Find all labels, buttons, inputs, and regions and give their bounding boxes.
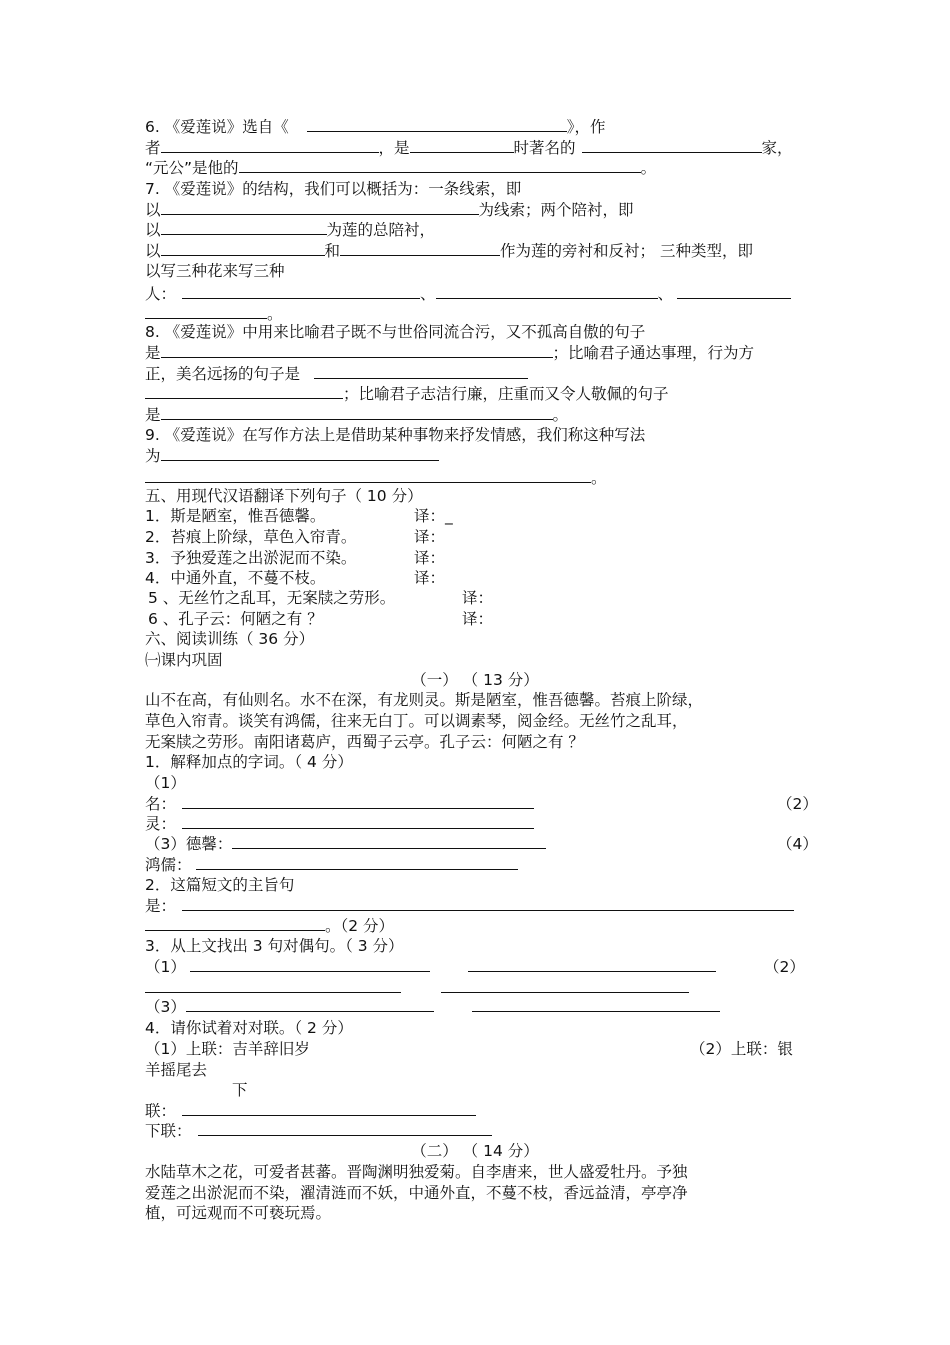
s6-q4-a3-text: 羊摇尾去 — [145, 1061, 208, 1079]
q6-line-1 — [145, 117, 605, 137]
q7-text-yi2: 以 — [145, 221, 161, 239]
s5-item-1 — [145, 506, 325, 526]
s5-item-3 — [145, 548, 356, 568]
q7-blank-side-2[interactable] — [340, 241, 500, 256]
q7-text-foil: 为莲的总陪衬， — [326, 221, 436, 239]
passage-2-line-3 — [145, 1203, 331, 1223]
q7-blank-person-1[interactable] — [182, 284, 420, 299]
q8-blank-2b[interactable] — [145, 384, 343, 399]
section-6-sub — [145, 650, 223, 670]
s6-q3-title-text: 3．从上文找出 3 句对偶句。（ 3 分） — [145, 937, 404, 955]
q9-text-end: 。 — [591, 469, 607, 487]
q8-line-4 — [145, 384, 669, 404]
q7-text-three: 以写三种花来写三种 — [145, 262, 285, 280]
s6-q4-title — [145, 1018, 353, 1038]
s6-q2-blank-1[interactable] — [182, 896, 794, 911]
s6-q3-blank-1a[interactable] — [190, 957, 430, 972]
s5-item-1-translate[interactable] — [414, 506, 453, 526]
passage-2-line-2 — [145, 1183, 688, 1203]
s5-item-4-text: 4．中通外直，不蔓不枝。 — [145, 569, 326, 587]
passage-1-head-text: （一） （ 13 分） — [411, 671, 539, 689]
q6-blank-yuangong[interactable] — [239, 158, 641, 173]
s6-q4-blank-2[interactable] — [198, 1121, 492, 1136]
s6-q3-blank-2a[interactable] — [145, 978, 401, 993]
q9-line-3 — [145, 468, 607, 488]
q8-line-2 — [145, 343, 754, 363]
q8-blank-3[interactable] — [161, 405, 553, 420]
passage-1-text-2: 草色入帘青。谈笑有鸿儒，往来无白丁。可以调素琴，阅金经。无丝竹之乱耳， — [145, 712, 688, 730]
s6-q4-xia — [232, 1080, 248, 1100]
s6-q1-n4 — [777, 834, 818, 854]
s6-q3-blank-1b[interactable] — [468, 957, 716, 972]
section-6-title — [145, 629, 314, 649]
s6-q2-title-text: 2．这篇短文的主旨句 — [145, 876, 295, 894]
s6-q1-b-label: 灵： — [145, 815, 177, 833]
passage-2-text-3: 植，可远观而不可亵玩焉。 — [145, 1204, 332, 1222]
s5-item-6 — [148, 609, 323, 629]
s5-item-1-text: 1．斯是陋室，惟吾德馨。 — [145, 507, 326, 525]
s6-q3-n2 — [764, 957, 805, 977]
q6-text-famous: 时著名的 — [513, 139, 576, 157]
s5-item-1-label: 译：_ — [414, 507, 453, 525]
s5-item-2-translate[interactable] — [414, 527, 445, 547]
q6-text-yuangong: “元公”是他的 — [145, 159, 239, 177]
q9-text-wei: 为 — [145, 447, 161, 465]
s6-q1-d-label: 鸿儒： — [145, 856, 192, 874]
q9-blank-2[interactable] — [145, 468, 591, 483]
q7-text-end: 。 — [267, 305, 283, 323]
s6-q3-blank-3b[interactable] — [472, 997, 720, 1012]
s6-q2-title — [145, 875, 294, 895]
q8-text-2: ；比喻君子通达事理，行为方 — [552, 344, 755, 362]
s6-q4-title-text: 4．请你试着对对联。（ 2 分） — [145, 1019, 353, 1037]
passage-1-text-1: 山不在高，有仙则名。水不在深，有龙则灵。斯是陋室，惟吾德馨。苔痕上阶绿， — [145, 691, 704, 709]
s6-q4-a2-text: （2）上联：银 — [690, 1040, 793, 1058]
q7-line-6 — [145, 284, 791, 304]
s6-q1-blank-dexin[interactable] — [232, 834, 546, 849]
s6-q4-lian — [145, 1101, 476, 1121]
q8-blank-1[interactable] — [161, 343, 553, 358]
q8-text-3: 正，美名远扬的句子是 — [145, 365, 301, 383]
s6-q4-lian-label: 联： — [145, 1102, 177, 1120]
s5-item-2 — [145, 527, 356, 547]
q7-text-clue: 为线索；两个陪衬，即 — [478, 201, 634, 219]
passage-1-line-3 — [145, 732, 584, 752]
passage-1-line-2 — [145, 711, 688, 731]
s6-q4-xia-text: 下 — [232, 1081, 248, 1099]
q7-blank-clue[interactable] — [161, 200, 479, 215]
q6-text: 6. 《爱莲说》选自《 — [145, 118, 289, 136]
q7-text-he: 和 — [324, 242, 341, 260]
passage-2-text-1: 水陆草木之花，可爱者甚蕃。晋陶渊明独爱菊。自李唐来，世人盛爱牡丹。予独 — [145, 1163, 688, 1181]
s6-q4-a3 — [145, 1060, 207, 1080]
s6-q4-b — [145, 1121, 492, 1141]
s6-q3-blank-3a[interactable] — [186, 997, 434, 1012]
passage-1-line-1 — [145, 690, 703, 710]
q7-blank-side-1[interactable] — [161, 241, 325, 256]
q8-text: 8. 《爱莲说》中用来比喻君子既不与世俗同流合污，又不孤高自傲的句子 — [145, 323, 646, 341]
q6-blank-source[interactable] — [307, 117, 567, 132]
q6-blank-author[interactable] — [161, 138, 379, 153]
q8-text-4: ；比喻君子志洁行廉，庄重而又令人敬佩的句子 — [343, 385, 669, 403]
s6-q4-a2 — [690, 1039, 793, 1059]
s6-q3-row-3 — [145, 997, 720, 1017]
s6-q3-blank-2b[interactable] — [441, 978, 689, 993]
passage-2-head-text: （二） （ 14 分） — [411, 1142, 539, 1160]
q7-blank-foil[interactable] — [161, 220, 327, 235]
q7-line-4 — [145, 241, 753, 261]
q8-text-shi: 是 — [145, 344, 161, 362]
s6-q4-a1-text: （1）上联：吉羊辞旧岁 — [145, 1040, 310, 1058]
s6-q4-a1 — [145, 1039, 310, 1059]
s5-item-3-label: 译： — [414, 549, 446, 567]
q8-line-1 — [145, 322, 645, 342]
s6-q1-n1 — [145, 773, 186, 793]
section-6-sub-text: ㈠课内巩固 — [145, 651, 223, 669]
q9-blank-1[interactable] — [161, 446, 439, 461]
q7-blank-person-3b[interactable] — [145, 304, 267, 319]
s5-item-6-text: 6 、孔子云：何陋之有 ？ — [148, 610, 323, 628]
q8-line-3 — [145, 364, 528, 384]
s6-q1-c-label: （3）德馨： — [145, 835, 233, 853]
q7-blank-person-2[interactable] — [436, 284, 658, 299]
q6-text-shi: ，是 — [378, 139, 410, 157]
s6-q2-b — [145, 916, 394, 936]
s6-q1-n1-text: （1） — [145, 774, 186, 792]
section-5-title-text: 五、用现代汉语翻译下列句子（ 10 分） — [145, 487, 423, 505]
q9-line-2 — [145, 446, 439, 466]
s6-q1-a — [145, 794, 534, 814]
s6-q3-n2-text: （2） — [764, 958, 805, 976]
passage-2-head — [0, 1141, 950, 1161]
q7-text-ren: 人： — [145, 285, 177, 303]
q7-line-3 — [145, 220, 435, 240]
q6-text-zhe: 者 — [145, 139, 161, 157]
s5-item-6-translate[interactable] — [462, 609, 493, 629]
s6-q1-b — [145, 814, 534, 834]
s5-item-5-label: 译： — [462, 589, 494, 607]
s6-q2-a — [145, 896, 794, 916]
q8-text-end: 。 — [552, 406, 569, 424]
s6-q2-score: 。（2 分） — [325, 917, 395, 935]
s6-q4-b-label: 下联： — [145, 1122, 192, 1140]
q7-text-yi: 以 — [145, 201, 161, 219]
s6-q3-n3-text: （3） — [145, 998, 186, 1016]
s6-q1-title — [145, 752, 353, 772]
s6-q1-blank-ming[interactable] — [182, 794, 534, 809]
passage-1-head — [0, 670, 950, 690]
q6-blank-role[interactable] — [582, 138, 762, 153]
s5-item-3-translate[interactable] — [414, 548, 445, 568]
q7-text: 7. 《爱莲说》的结构，我们可以概括为：一条线索，即 — [145, 180, 522, 198]
section-6-title-text: 六、阅读训练（ 36 分） — [145, 630, 315, 648]
q7-text-yi3: 以 — [145, 242, 161, 260]
s5-item-5 — [148, 588, 395, 608]
q6-line-2 — [145, 138, 793, 158]
q8-text-shi2: 是 — [145, 406, 161, 424]
q7-text-sep2: 、 — [657, 285, 674, 303]
passage-2-text-2: 爱莲之出淤泥而不染，濯清涟而不妖，中通外直，不蔓不枝，香远益清，亭亭净 — [145, 1184, 688, 1202]
s5-item-5-text: 5 、无丝竹之乱耳，无案牍之劳形。 — [148, 589, 396, 607]
s6-q3-row-2 — [145, 978, 689, 998]
s6-q4-blank-1[interactable] — [182, 1101, 476, 1116]
q9-text: 9. 《爱莲说》在写作方法上是借助某种事物来抒发情感，我们称这种写法 — [145, 426, 646, 444]
q7-blank-person-3a[interactable] — [677, 284, 791, 299]
q8-line-5 — [145, 405, 568, 425]
s5-item-4 — [145, 568, 325, 588]
passage-1-text-3: 无案牍之劳形。南阳诸葛庐，西蜀子云亭。孔子云：何陋之有 ？ — [145, 733, 584, 751]
s6-q1-title-text: 1．解释加点的字词。（ 4 分） — [145, 753, 353, 771]
s6-q1-blank-ling[interactable] — [182, 814, 534, 829]
s6-q2-blank-2[interactable] — [145, 916, 325, 931]
q6-line-3 — [145, 158, 656, 178]
q7-text-sep1: 、 — [420, 285, 436, 303]
q9-line-1 — [145, 425, 645, 445]
passage-2-line-1 — [145, 1162, 688, 1182]
s6-q1-a-label: 名： — [145, 795, 177, 813]
s5-item-2-label: 译： — [414, 528, 446, 546]
s5-item-4-label: 译： — [414, 569, 446, 587]
s6-q2-a-label: 是： — [145, 897, 177, 915]
s6-q1-n4-text: （4） — [777, 835, 818, 853]
s6-q1-n2-text: （2） — [777, 795, 818, 813]
q6-text-end: 。 — [640, 159, 657, 177]
q6-text-author: 》，作 — [566, 118, 606, 136]
q7-line-5 — [145, 261, 285, 281]
q6-blank-dynasty[interactable] — [410, 138, 514, 153]
q7-text-types: 作为莲的旁衬和反衬； 三种类型，即 — [500, 242, 753, 260]
s5-item-6-label: 译： — [462, 610, 494, 628]
s6-q1-d — [145, 855, 518, 875]
q6-text-jia: 家， — [761, 139, 793, 157]
s6-q1-c — [145, 834, 546, 854]
s6-q3-n1-text: （1） — [145, 958, 186, 976]
s5-item-2-text: 2．苔痕上阶绿，草色入帘青。 — [145, 528, 357, 546]
q7-line-7 — [145, 304, 283, 324]
section-5-title — [145, 486, 423, 506]
s5-item-5-translate[interactable] — [462, 588, 493, 608]
q7-line-1 — [145, 179, 521, 199]
s6-q3-title — [145, 936, 404, 956]
s6-q1-blank-hongru[interactable] — [196, 855, 518, 870]
s6-q1-n2 — [777, 794, 818, 814]
q7-line-2 — [145, 200, 634, 220]
q8-blank-2a[interactable] — [314, 364, 528, 379]
s5-item-4-translate[interactable] — [414, 568, 445, 588]
s6-q3-row-1 — [145, 957, 716, 977]
s5-item-3-text: 3．予独爱莲之出淤泥而不染。 — [145, 549, 357, 567]
